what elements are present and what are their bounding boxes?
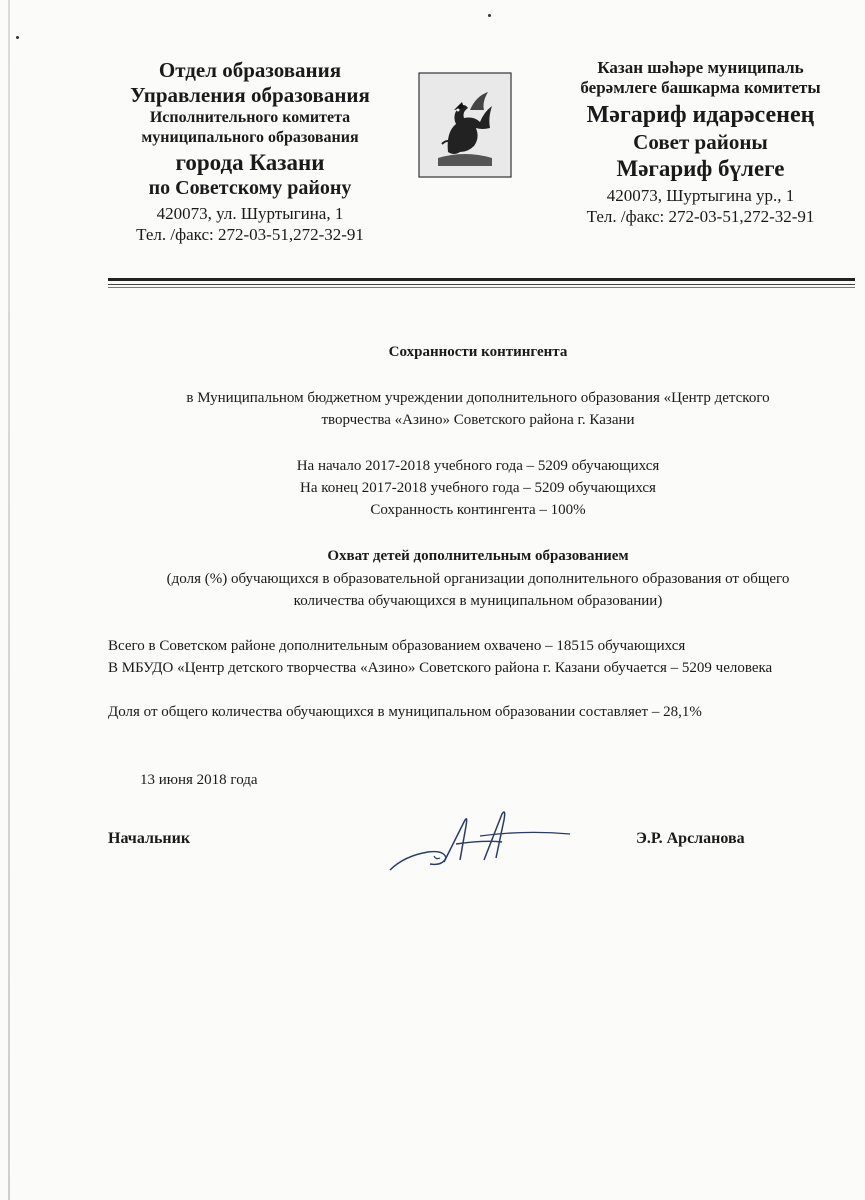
header-left-phone: Тел. /факс: 272-03-51,272-32-91 [136, 224, 364, 244]
header-divider-thin [108, 287, 855, 288]
section1-retention: Сохранность контингента – 100% [370, 502, 586, 518]
scan-edge [8, 0, 10, 1200]
header-left-line6: по Советскому району [148, 177, 352, 200]
section1-start-count: На начало 2017-2018 учебного года – 5209 обучающихся [296, 458, 660, 474]
header-divider-thin [108, 284, 855, 285]
section1-end-count: На конец 2017-2018 учебного года – 5209 обучающихся [300, 480, 656, 496]
header-right-address: 420073, Шуртыгина ур., 1 [606, 186, 795, 206]
header-right-line1: Казан шәһәре муниципаль [597, 58, 804, 77]
section1-title: Сохранности контингента [388, 344, 568, 360]
signatory-name: Э.Р. Арсланова [636, 830, 745, 847]
header-left [100, 58, 400, 245]
section1-subtitle-line2: творчества «Азино» Советского района г. Казани [321, 412, 635, 428]
header-left-address: 420073, ул. Шуртыгина, 1 [156, 204, 344, 224]
header-right-line2: берәмлеге башкарма комитеты [580, 78, 821, 98]
header-left-line2: Управления образования [130, 83, 370, 108]
scan-speck [16, 36, 19, 39]
header-right [548, 58, 853, 227]
section2-share: Доля от общего количества обучающихся в муниципальном образовании составляет – 28,1% [108, 704, 702, 720]
header-left-line1: Отдел образования [158, 58, 342, 82]
document-date: 13 июня 2018 года [140, 772, 258, 788]
header-right-phone: Тел. /факс: 272-03-51,272-32-91 [586, 206, 815, 226]
coat-of-arms-icon [418, 72, 512, 178]
section2-title: Охват детей дополнительным образованием [327, 548, 629, 564]
signatory-title: Начальник [108, 830, 191, 847]
header-right-line5: Мәгариф бүлеге [616, 155, 785, 181]
section2-mbudo: В МБУДО «Центр детского творчества «Азино» Советского района г. Казани обучается – 5209 человека [108, 660, 773, 676]
header-right-line3: Мәгариф идарәсенең [586, 101, 815, 128]
section2-note-line1: (доля (%) обучающихся в образовательной организации дополнительного образования от общего [166, 571, 790, 587]
section1-subtitle-line1: в Муниципальном бюджетном учреждении дополнительного образования «Центр детского [186, 390, 770, 406]
header-left-line3: Исполнительного комитета [149, 109, 351, 127]
header-left-line5: города Казани [175, 149, 325, 175]
header-left-line4: муниципального образования [141, 128, 359, 146]
header-right-line4: Совет районы [633, 129, 768, 154]
section2-total: Всего в Советском районе дополнительным образованием охвачено – 18515 обучающихся [108, 638, 686, 654]
handwritten-signature [384, 800, 574, 880]
header-divider [108, 278, 855, 281]
section2-note-line2: количества обучающихся в муниципальном образовании) [293, 593, 663, 609]
scan-speck [488, 14, 491, 17]
